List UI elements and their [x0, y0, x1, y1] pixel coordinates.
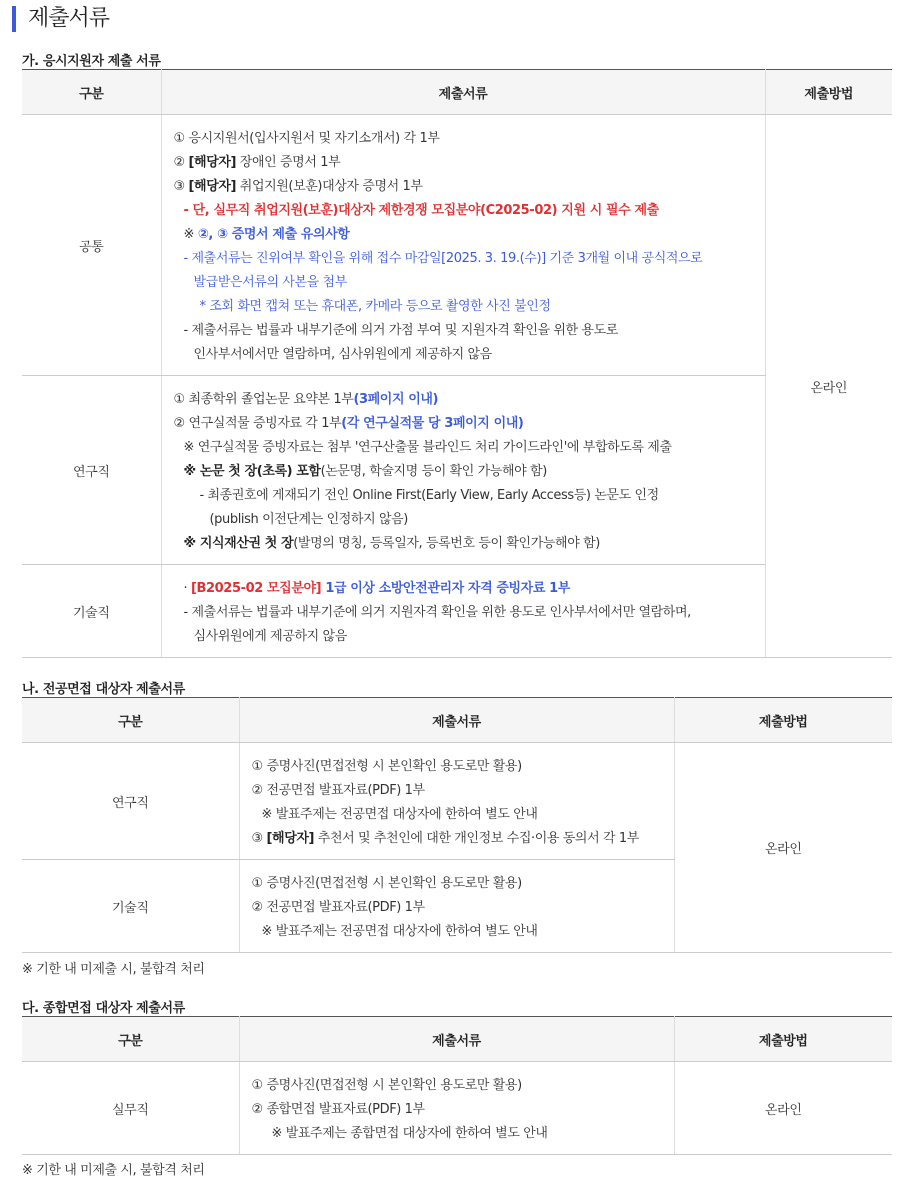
doc-line: · [B2025-02 모집분야] 1급 이상 소방안전관리자 자격 증빙자료 1부 — [183, 581, 570, 596]
table-header-row — [22, 1017, 892, 1062]
doc-line-notice: - 제출서류는 진위여부 확인을 위해 접수 마감일[2025. 3. 19.(수)] 기준 3개월 이내 공식적으로 — [183, 251, 703, 266]
submission-method: 온라인 — [765, 115, 892, 658]
table-header-row — [22, 70, 892, 115]
section-b-table — [22, 697, 892, 953]
table-row — [22, 376, 892, 565]
header-method: 제출방법 — [674, 698, 892, 743]
doc-line: ② [해당자] 장애인 증명서 1부 — [173, 155, 341, 170]
doc-line: ② 연구실적물 증빙자료 각 1부(각 연구실적물 당 3페이지 이내) — [173, 416, 524, 431]
doc-line: ※ 발표주제는 종합면접 대상자에 한하여 별도 안내 — [271, 1126, 548, 1141]
doc-line: ① 증명사진(면접전형 시 본인확인 용도로만 활용) — [251, 1078, 522, 1093]
doc-line: ※ 연구실적물 증빙자료는 첨부 '연구산출물 블라인드 처리 가이드라인'에 부합하도록 제출 — [183, 440, 672, 455]
header-category: 구분 — [22, 1017, 239, 1062]
table-row — [22, 115, 892, 376]
doc-line: ※ 발표주제는 전공면접 대상자에 한하여 별도 안내 — [261, 807, 538, 822]
header-method: 제출방법 — [674, 1017, 892, 1062]
row-category: 기술직 — [22, 860, 239, 953]
row-documents — [161, 376, 765, 565]
submission-method: 온라인 — [674, 1062, 892, 1155]
doc-line: ① 증명사진(면접전형 시 본인확인 용도로만 활용) — [251, 876, 522, 891]
header-documents: 제출서류 — [239, 1017, 674, 1062]
doc-line-notice: 발급받은서류의 사본을 첨부 — [193, 275, 347, 290]
header-documents: 제출서류 — [161, 70, 765, 115]
doc-line: ① 증명사진(면접전형 시 본인확인 용도로만 활용) — [251, 759, 522, 774]
doc-line: 인사부서에서만 열람하며, 심사위원에게 제공하지 않음 — [193, 347, 492, 362]
doc-line: ① 응시지원서(입사지원서 및 자기소개서) 각 1부 — [173, 131, 440, 146]
doc-line: - 제출서류는 법률과 내부기준에 의거 가점 부여 및 지원자격 확인을 위한 용도로 — [183, 323, 618, 338]
header-category: 구분 — [22, 70, 161, 115]
header-documents: 제출서류 — [239, 698, 674, 743]
doc-line: ※ 발표주제는 전공면접 대상자에 한하여 별도 안내 — [261, 924, 538, 939]
section-a-table — [22, 69, 892, 658]
header-method: 제출방법 — [765, 70, 892, 115]
row-category: 연구직 — [22, 376, 161, 565]
deadline-note: ※ 기한 내 미제출 시, 불합격 처리 — [22, 962, 205, 977]
section-a-title: 가. 응시지원자 제출 서류 — [22, 54, 161, 69]
row-documents — [161, 115, 765, 376]
section-b-title: 나. 전공면접 대상자 제출서류 — [22, 682, 185, 697]
submission-method: 온라인 — [674, 743, 892, 953]
table-row — [22, 743, 892, 860]
row-documents — [239, 1062, 674, 1155]
table-header-row — [22, 698, 892, 743]
doc-line: - 제출서류는 법률과 내부기준에 의거 지원자격 확인을 위한 용도로 인사부서에서만 열람하며, — [183, 605, 691, 620]
row-documents — [161, 565, 765, 658]
doc-line: (publish 이전단계는 인정하지 않음) — [209, 512, 408, 527]
section-c-title: 다. 종합면접 대상자 제출서류 — [22, 1001, 185, 1016]
doc-line: - 최종권호에 게재되기 전인 Online First(Early View, Early Access등) 논문도 인정 — [199, 488, 659, 503]
doc-line: ③ [해당자] 취업지원(보훈)대상자 증명서 1부 — [173, 179, 423, 194]
row-category: 공통 — [22, 115, 161, 376]
row-documents — [239, 860, 674, 953]
doc-line: ③ [해당자] 추천서 및 추천인에 대한 개인정보 수집·이용 동의서 각 1부 — [251, 831, 639, 846]
doc-line: ※ 논문 첫 장(초록) 포함(논문명, 학술지명 등이 확인 가능해야 함) — [183, 464, 547, 479]
doc-line: ② 종합면접 발표자료(PDF) 1부 — [251, 1102, 425, 1117]
row-documents — [239, 743, 674, 860]
row-category: 기술직 — [22, 565, 161, 658]
page-title: 제출서류 — [12, 6, 109, 32]
doc-line: ※ 지식재산권 첫 장(발명의 명칭, 등록일자, 등록번호 등이 확인가능해야 함) — [183, 536, 600, 551]
doc-line-notice: * 조회 화면 캡쳐 또는 휴대폰, 카메라 등으로 촬영한 사진 불인정 — [199, 299, 551, 314]
section-c-table — [22, 1016, 892, 1155]
doc-line-required: - 단, 실무직 취업지원(보훈)대상자 제한경쟁 모집분야(C2025-02) 지원 시 필수 제출 — [183, 203, 659, 218]
table-row — [22, 1062, 892, 1155]
deadline-note: ※ 기한 내 미제출 시, 불합격 처리 — [22, 1163, 205, 1178]
doc-line: ※ ②, ③ 증명서 제출 유의사항 — [183, 227, 350, 242]
doc-line: ② 전공면접 발표자료(PDF) 1부 — [251, 900, 425, 915]
doc-line: 심사위원에게 제공하지 않음 — [193, 629, 347, 644]
header-category: 구분 — [22, 698, 239, 743]
doc-line: ② 전공면접 발표자료(PDF) 1부 — [251, 783, 425, 798]
doc-line: ① 최종학위 졸업논문 요약본 1부(3페이지 이내) — [173, 392, 439, 407]
table-row — [22, 565, 892, 658]
row-category: 연구직 — [22, 743, 239, 860]
row-category: 실무직 — [22, 1062, 239, 1155]
